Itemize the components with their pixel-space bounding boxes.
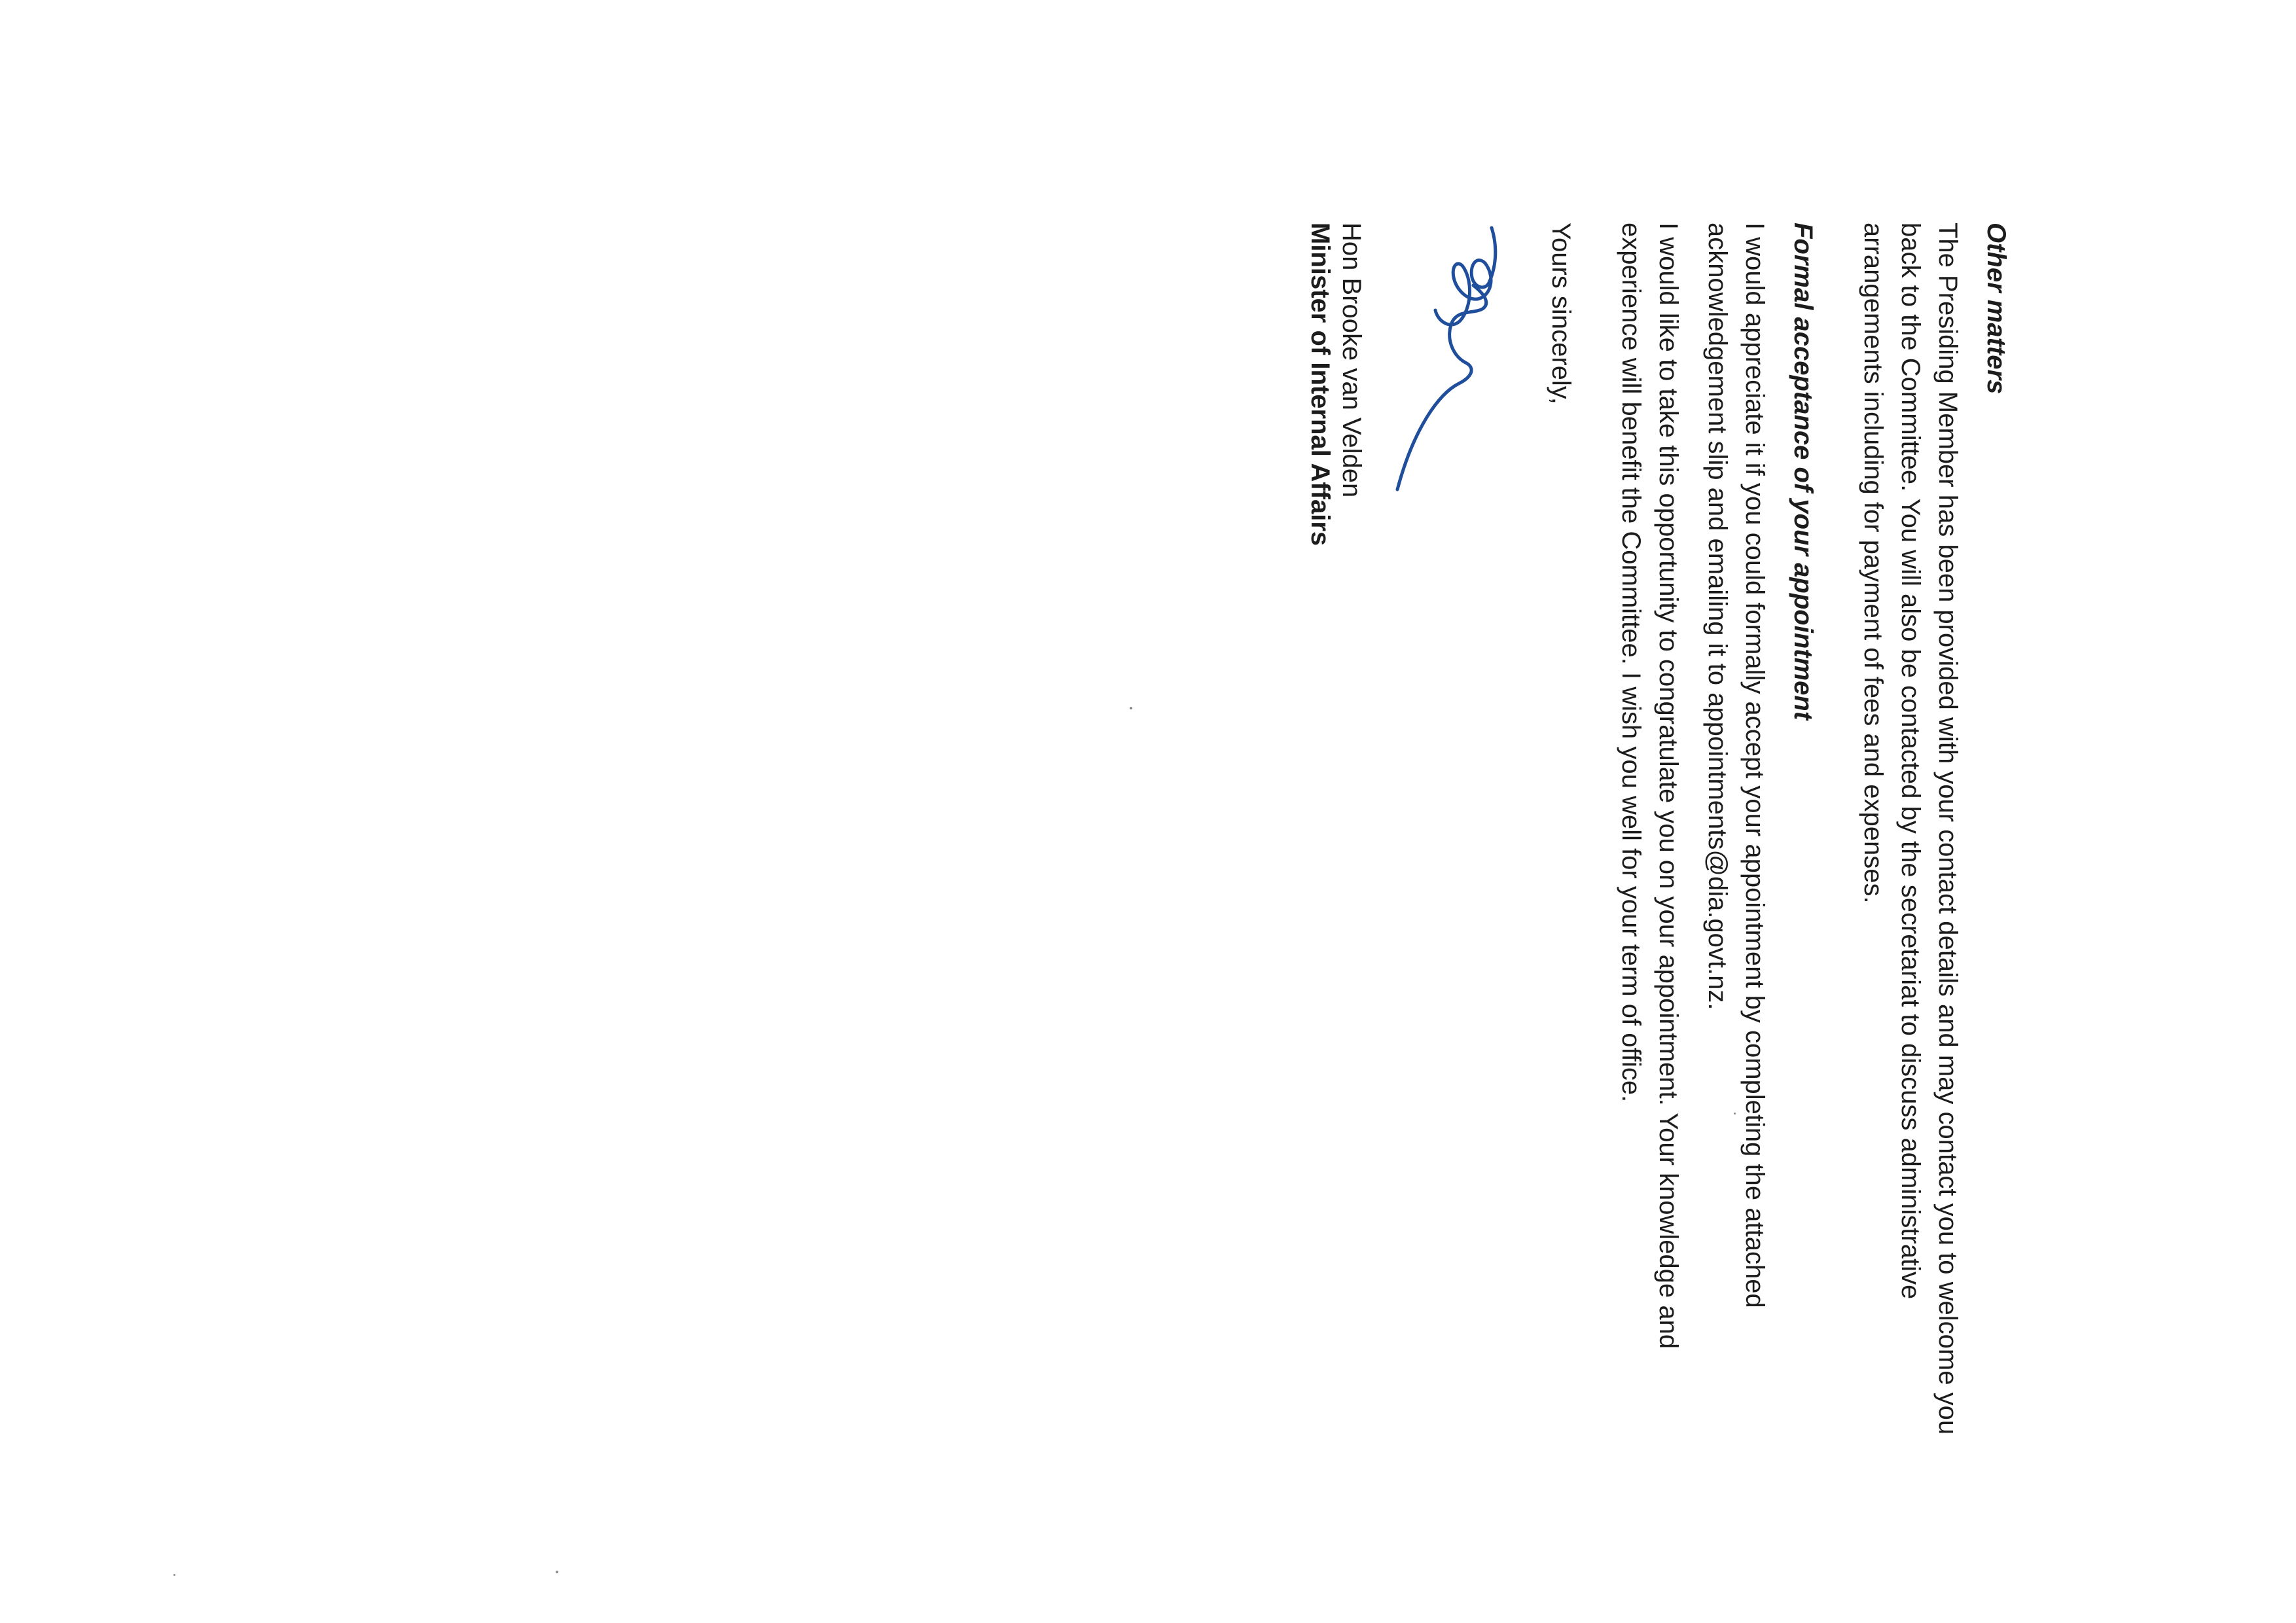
acceptance-paragraph: I would appreciate it if you could formally accept your appointment by completing the attached acknowledgement slip and emailing it to appointments@dia.govt.nz. xyxy=(1703,223,1769,1308)
other-matters-heading: Other matters xyxy=(1982,223,2011,395)
congratulations-paragraph: I would like to take this opportunity to congratulate you on your appointment. Your knowledge and experience will benefit the Committee. I wish you well for your term of office. xyxy=(1617,223,1683,1349)
scan-speck xyxy=(173,1574,175,1576)
closing-salutation: Yours sincerely, xyxy=(1547,223,1575,404)
signatory-title: Minister of Internal Affairs xyxy=(1306,223,1335,546)
scan-speck xyxy=(1130,707,1132,709)
other-matters-paragraph: The Presiding Member has been provided with your contact details and may contact you to welcome you back to the Committee. You will also be contacted by the secretariat to discuss administrative arrangements including for payment of fees and expenses. xyxy=(1859,223,1962,1435)
scan-speck xyxy=(1734,1113,1736,1115)
handwritten-signature xyxy=(1393,223,1511,497)
letter-body xyxy=(1304,223,2013,1466)
scan-speck xyxy=(556,1571,558,1573)
signatory-name: Hon Brooke van Velden xyxy=(1337,223,1366,498)
formal-acceptance-heading: Formal acceptance of your appointment xyxy=(1789,223,1818,721)
